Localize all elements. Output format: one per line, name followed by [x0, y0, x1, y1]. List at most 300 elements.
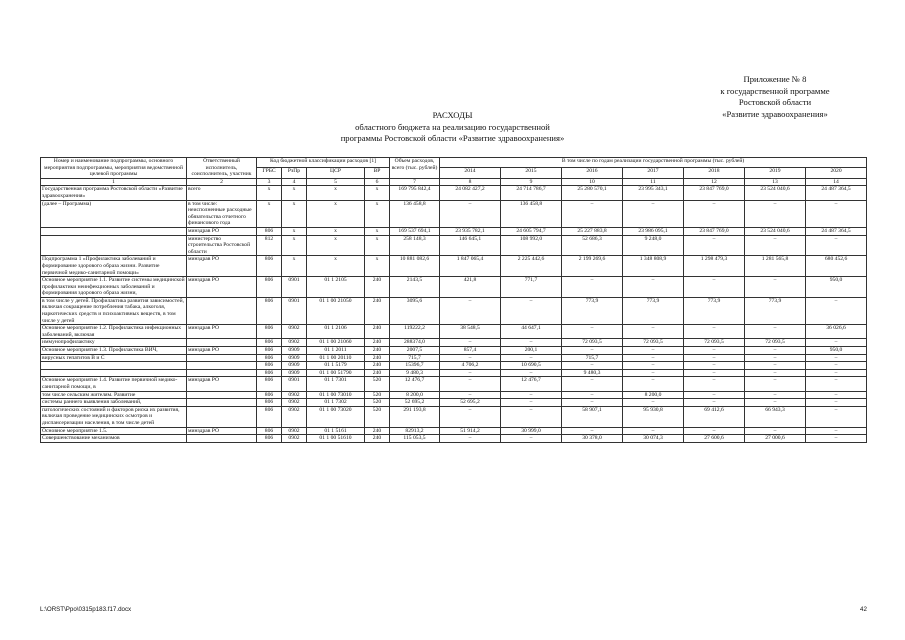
row-year-value: 38 548,5 [440, 325, 501, 339]
row-vr: х [365, 235, 390, 256]
row-year-value: – [684, 377, 745, 391]
row-year-value: 72 093,5 [745, 339, 806, 347]
row-year-value: – [562, 399, 623, 407]
table-row [41, 362, 867, 370]
row-year-value: – [684, 200, 745, 227]
row-year-value: – [623, 354, 684, 362]
row-year-value: 24 714 786,7 [501, 186, 562, 200]
row-responsible [187, 369, 257, 377]
row-year-value: – [745, 354, 806, 362]
row-vr: 240 [365, 369, 390, 377]
row-csr: 01 1 2105 [307, 277, 365, 298]
row-responsible: министерство строительства Ростовской области [187, 235, 257, 256]
row-year-value: – [745, 362, 806, 370]
table-row [41, 369, 867, 377]
row-year-value: – [745, 235, 806, 256]
row-year-value: 23 847 769,0 [684, 186, 745, 200]
row-csr: 01 1 00 21060 [307, 339, 365, 347]
row-year-value: – [440, 297, 501, 324]
row-year-value: – [562, 200, 623, 227]
row-csr: х [307, 235, 365, 256]
row-name: вирусных гепатитов В и С [41, 354, 187, 362]
header-column-number: 12 [684, 178, 745, 186]
row-grbs: 806 [257, 377, 282, 391]
header-grbs: ГРБС [257, 168, 282, 178]
row-grbs: 806 [257, 325, 282, 339]
row-grbs: 806 [257, 277, 282, 298]
row-year-value: 23 847 769,0 [684, 227, 745, 235]
row-name: патологических состояний и факторов риска их развития, включая проведение медицинских осмотров и диспансеризации населения, в том числе детей [41, 406, 187, 427]
appendix-line-3: Ростовской области [738, 97, 812, 107]
row-name [41, 362, 187, 370]
header-column-number: 11 [623, 178, 684, 186]
row-year-value: 23 935 782,1 [440, 227, 501, 235]
row-total: 715,7 [390, 354, 440, 362]
row-total: 10 881 082,6 [390, 256, 440, 277]
row-responsible [187, 406, 257, 427]
table-row [41, 377, 867, 391]
row-year-value: – [745, 391, 806, 399]
row-year-value: 24 487 364,5 [806, 227, 867, 235]
row-grbs: 806 [257, 369, 282, 377]
header-year: 2018 [684, 168, 745, 178]
header-column-number: 13 [745, 178, 806, 186]
row-year-value: 8 200,0 [623, 391, 684, 399]
row-rzpr: 0902 [282, 339, 307, 347]
row-year-value: 1 281 565,8 [745, 256, 806, 277]
row-responsible: всего [187, 186, 257, 200]
row-year-value: – [623, 325, 684, 339]
row-vr: 520 [365, 377, 390, 391]
row-vr: 240 [365, 427, 390, 435]
row-rzpr: х [282, 200, 307, 227]
row-year-value: – [806, 399, 867, 407]
row-year-value: – [684, 391, 745, 399]
row-vr: 240 [365, 297, 390, 324]
row-vr: х [365, 200, 390, 227]
row-responsible: минздрав РО [187, 377, 257, 391]
header-column-number: 7 [390, 178, 440, 186]
row-name [41, 369, 187, 377]
table-row [41, 200, 867, 227]
row-year-value: – [440, 369, 501, 377]
row-year-value: – [806, 200, 867, 227]
row-total: 2143,5 [390, 277, 440, 298]
row-rzpr: 0902 [282, 427, 307, 435]
row-year-value: – [745, 377, 806, 391]
header-column-number: 10 [562, 178, 623, 186]
header-number-row [41, 178, 867, 186]
row-vr: 240 [365, 354, 390, 362]
row-year-value: – [684, 325, 745, 339]
row-vr: 240 [365, 339, 390, 347]
row-year-value: – [562, 377, 623, 391]
row-vr: 520 [365, 399, 390, 407]
row-csr: х [307, 227, 365, 235]
row-grbs: 806 [257, 227, 282, 235]
row-year-value: 421,8 [440, 277, 501, 298]
row-grbs: 806 [257, 362, 282, 370]
row-rzpr: 0902 [282, 406, 307, 427]
row-rzpr: 0901 [282, 297, 307, 324]
row-name: Подпрограмма 1 «Профилактика заболеваний и формирование здорового образа жизни. Развитие первичной медико-санитарной помощи» [41, 256, 187, 277]
row-year-value: 146 645,1 [440, 235, 501, 256]
row-year-value: – [806, 235, 867, 256]
row-rzpr: 0909 [282, 362, 307, 370]
row-year-value: 66 943,3 [745, 406, 806, 427]
row-vr: 240 [365, 362, 390, 370]
row-year-value: – [623, 347, 684, 355]
header-vr: ВР [365, 168, 390, 178]
header-years-group: В том числе по годам реализации государственной программы (тыс. рублей) [440, 158, 867, 168]
row-total: 169 795 842,4 [390, 186, 440, 200]
header-csr: ЦСР [307, 168, 365, 178]
row-rzpr: 0901 [282, 377, 307, 391]
header-year: 2020 [806, 168, 867, 178]
row-grbs: 806 [257, 406, 282, 427]
row-year-value: – [501, 369, 562, 377]
header-column-number: 4 [282, 178, 307, 186]
row-year-value: 30 074,3 [623, 435, 684, 443]
row-csr: 01 1 00 21050 [307, 297, 365, 324]
row-rzpr: 0902 [282, 391, 307, 399]
row-year-value: – [562, 347, 623, 355]
row-grbs: 806 [257, 256, 282, 277]
row-year-value: – [806, 354, 867, 362]
row-year-value: – [806, 369, 867, 377]
row-vr: 240 [365, 325, 390, 339]
footer-page-number: 42 [860, 606, 867, 613]
row-year-value: – [806, 339, 867, 347]
row-year-value: – [806, 406, 867, 427]
table-row [41, 186, 867, 200]
row-year-value: – [684, 347, 745, 355]
row-name: Основное мероприятие 1.2. Профилактика инфекционных заболеваний, включая [41, 325, 187, 339]
row-csr: 01 1 5179 [307, 362, 365, 370]
row-csr: 01 1 00 73020 [307, 406, 365, 427]
row-year-value: – [745, 369, 806, 377]
row-csr: 01 1 2011 [307, 347, 365, 355]
row-total: 119222,2 [390, 325, 440, 339]
row-responsible [187, 362, 257, 370]
table-row [41, 435, 867, 443]
row-vr: х [365, 256, 390, 277]
row-year-value: – [684, 362, 745, 370]
row-year-value: 24 605 794,7 [501, 227, 562, 235]
row-year-value: 25 280 570,1 [562, 186, 623, 200]
row-total: 2007,5 [390, 347, 440, 355]
row-year-value: – [623, 362, 684, 370]
row-year-value: – [684, 399, 745, 407]
table-row [41, 399, 867, 407]
row-year-value: – [745, 399, 806, 407]
table-row [41, 347, 867, 355]
row-csr: х [307, 256, 365, 277]
table-row [41, 354, 867, 362]
header-code-group: Код бюджетной классификации расходов [1] [257, 158, 390, 168]
row-total: 169 537 694,1 [390, 227, 440, 235]
row-total: 15396,7 [390, 362, 440, 370]
row-year-value: 69 412,6 [684, 406, 745, 427]
table-row [41, 256, 867, 277]
header-year: 2016 [562, 168, 623, 178]
row-csr: 01 1 00 51790 [307, 369, 365, 377]
row-year-value: – [745, 347, 806, 355]
title-line-2: областного бюджета на реализацию государственной [355, 121, 550, 132]
row-year-value: 44 647,1 [501, 325, 562, 339]
row-grbs: 806 [257, 339, 282, 347]
row-year-value: – [684, 235, 745, 256]
row-year-value: 950,0 [806, 277, 867, 298]
row-year-value: – [501, 435, 562, 443]
header-column-number: 8 [440, 178, 501, 186]
header-column-number: 9 [501, 178, 562, 186]
row-year-value: – [562, 362, 623, 370]
row-year-value: – [440, 354, 501, 362]
title-line-1: РАСХОДЫ [432, 110, 473, 120]
row-year-value: 773,9 [623, 297, 684, 324]
row-rzpr: х [282, 235, 307, 256]
row-year-value: 10 690,5 [501, 362, 562, 370]
row-year-value: 9 248,0 [623, 235, 684, 256]
row-rzpr: 0909 [282, 347, 307, 355]
row-year-value: – [623, 377, 684, 391]
table-row [41, 339, 867, 347]
row-year-value: – [623, 399, 684, 407]
row-grbs: х [257, 186, 282, 200]
row-vr: 240 [365, 277, 390, 298]
row-year-value: – [562, 391, 623, 399]
row-year-value: 773,9 [562, 297, 623, 324]
row-year-value: 30 378,0 [562, 435, 623, 443]
row-responsible: минздрав РО [187, 347, 257, 355]
row-responsible: минздрав РО [187, 277, 257, 298]
row-responsible: минздрав РО [187, 427, 257, 435]
title-line-3: программы Ростовской области «Развитие здравоохранения» [340, 133, 565, 143]
row-rzpr: х [282, 227, 307, 235]
row-responsible [187, 391, 257, 399]
row-name: Государственная программа Ростовской области «Развитие здравоохранения» [41, 186, 187, 200]
row-vr: х [365, 186, 390, 200]
row-responsible: минздрав РО [187, 325, 257, 339]
row-year-value: 30 999,0 [501, 427, 562, 435]
row-csr: 01 1 00 73010 [307, 391, 365, 399]
row-total: 52 695,2 [390, 399, 440, 407]
row-vr: 520 [365, 406, 390, 427]
header-name: Номер и наименование подпрограммы, основного мероприятия подпрограммы, мероприятия ведомственной целевой программы [41, 158, 187, 179]
row-grbs: 806 [257, 347, 282, 355]
row-year-value: – [623, 200, 684, 227]
row-year-value: 23 524 040,6 [745, 186, 806, 200]
row-grbs: 806 [257, 391, 282, 399]
header-rzpr: РзПр [282, 168, 307, 178]
row-grbs: х [257, 200, 282, 227]
row-year-value: 52 686,3 [562, 235, 623, 256]
row-rzpr: 0901 [282, 277, 307, 298]
header-year: 2014 [440, 168, 501, 178]
row-year-value: 36 026,6 [806, 325, 867, 339]
row-name [41, 227, 187, 235]
row-year-value: 25 227 883,8 [562, 227, 623, 235]
row-vr: 240 [365, 435, 390, 443]
row-year-value: – [501, 354, 562, 362]
row-year-value: 4 706,2 [440, 362, 501, 370]
row-year-value: – [806, 427, 867, 435]
row-year-value: 1 348 808,9 [623, 256, 684, 277]
header-year: 2019 [745, 168, 806, 178]
row-responsible [187, 297, 257, 324]
table-row [41, 427, 867, 435]
row-year-value: – [501, 391, 562, 399]
row-name: иммунопрофилактику [41, 339, 187, 347]
row-year-value: 773,9 [684, 297, 745, 324]
row-year-value: 9 480,3 [562, 369, 623, 377]
row-name: в том числе у детей. Профилактика развития зависимостей, включая сокращение потребления табака, алкоголя, наркотических средств и психоактивных веществ, в том числе у детей [41, 297, 187, 324]
row-csr: 01 1 00 51610 [307, 435, 365, 443]
header-volume: Объем расходов, всего (тыс. рублей) [390, 158, 440, 179]
row-year-value: 2 225 442,6 [501, 256, 562, 277]
table-row [41, 391, 867, 399]
row-year-value: – [562, 427, 623, 435]
row-year-value: 52 695,2 [440, 399, 501, 407]
row-year-value: 24 082 427,2 [440, 186, 501, 200]
row-year-value: 23 986 095,1 [623, 227, 684, 235]
row-year-value: – [440, 339, 501, 347]
row-total: 291 193,8 [390, 406, 440, 427]
row-year-value: 680 452,6 [806, 256, 867, 277]
row-year-value: 715,7 [562, 354, 623, 362]
row-year-value: 58 907,1 [562, 406, 623, 427]
expenses-table [40, 157, 867, 443]
row-year-value: 24 487 364,5 [806, 186, 867, 200]
row-name: (далее – Программа) [41, 200, 187, 227]
table-row [41, 297, 867, 324]
row-name: Основное мероприятие 1.1. Развитие системы медицинской профилактики неинфекционных заболеваний и формирования здорового образа жизни, [42, 277, 185, 297]
header-year: 2017 [623, 168, 684, 178]
row-total: 3095,6 [390, 297, 440, 324]
header-column-number: 3 [257, 178, 282, 186]
header-column-number: 5 [307, 178, 365, 186]
row-year-value: – [440, 377, 501, 391]
row-year-value: – [806, 377, 867, 391]
appendix-line-2: к государственной программе [720, 85, 830, 96]
row-grbs: 806 [257, 427, 282, 435]
row-rzpr: х [282, 256, 307, 277]
row-year-value: 950,0 [806, 347, 867, 355]
row-responsible [187, 399, 257, 407]
row-year-value: – [501, 339, 562, 347]
row-year-value: 2 199 269,6 [562, 256, 623, 277]
row-year-value: 12 476,7 [501, 377, 562, 391]
row-year-value: – [745, 200, 806, 227]
row-csr: 01 1 2106 [307, 325, 365, 339]
row-year-value: 72 093,5 [623, 339, 684, 347]
table-row [41, 235, 867, 256]
header-year: 2015 [501, 168, 562, 178]
footer-file-path: L:\ORST\Ppo\0315p183.f17.docx [40, 606, 132, 613]
row-responsible [187, 354, 257, 362]
row-year-value: – [501, 297, 562, 324]
row-responsible [187, 435, 257, 443]
row-year-value: – [745, 325, 806, 339]
row-year-value: – [684, 369, 745, 377]
row-year-value: – [440, 435, 501, 443]
header-column-number: 1 [41, 178, 187, 186]
row-grbs: 806 [257, 399, 282, 407]
row-total: 115 053,5 [390, 435, 440, 443]
row-grbs: 812 [257, 235, 282, 256]
row-vr: х [365, 227, 390, 235]
row-year-value: 23 524 040,6 [745, 227, 806, 235]
row-year-value: 1 847 065,4 [440, 256, 501, 277]
row-year-value: – [684, 354, 745, 362]
row-rzpr: 0902 [282, 325, 307, 339]
row-year-value: 857,4 [440, 347, 501, 355]
row-rzpr: 0909 [282, 354, 307, 362]
row-year-value: – [440, 406, 501, 427]
row-grbs: 806 [257, 354, 282, 362]
row-year-value: 23 995 343,1 [623, 186, 684, 200]
row-name: системы раннего выявления заболеваний, [41, 399, 187, 407]
row-year-value: 771,7 [501, 277, 562, 298]
row-csr: 01 1 00 20110 [307, 354, 365, 362]
row-year-value: – [623, 277, 684, 298]
row-year-value: – [684, 427, 745, 435]
row-vr: 520 [365, 391, 390, 399]
appendix-line-4: «Развитие здравоохранения» [722, 108, 828, 119]
row-total: 288374,0 [390, 339, 440, 347]
row-total: 8 200,0 [390, 391, 440, 399]
row-year-value: 27 600,6 [684, 435, 745, 443]
document-title [0, 110, 905, 145]
row-year-value: 1 298 479,3 [684, 256, 745, 277]
row-year-value: – [684, 277, 745, 298]
row-year-value: – [440, 391, 501, 399]
row-csr: х [307, 186, 365, 200]
table-row [41, 277, 867, 298]
header-row-1 [41, 158, 867, 168]
row-rzpr: 0902 [282, 399, 307, 407]
row-year-value: – [562, 325, 623, 339]
row-total: 136 458,8 [390, 200, 440, 227]
row-year-value: – [806, 391, 867, 399]
row-grbs: 806 [257, 435, 282, 443]
row-total: 9 480,3 [390, 369, 440, 377]
row-name: Совершенствование механизмов [41, 435, 187, 443]
row-year-value: – [623, 427, 684, 435]
row-csr: 01 1 5161 [307, 427, 365, 435]
row-grbs: 806 [257, 297, 282, 324]
row-name: Основное мероприятие 1.5. [41, 427, 187, 435]
row-total: 258 148,3 [390, 235, 440, 256]
row-year-value: 108 992,0 [501, 235, 562, 256]
header-column-number: 6 [365, 178, 390, 186]
row-responsible: минздрав РО [187, 227, 257, 235]
row-year-value: – [623, 369, 684, 377]
row-year-value: 72 093,5 [562, 339, 623, 347]
row-name: том числе сельским жителям. Развитие [41, 391, 187, 399]
row-rzpr: 0902 [282, 435, 307, 443]
row-year-value: 51 914,2 [440, 427, 501, 435]
table-row [41, 325, 867, 339]
row-year-value: 200,1 [501, 347, 562, 355]
row-year-value: 95 930,8 [623, 406, 684, 427]
row-year-value: – [745, 427, 806, 435]
table-row [41, 406, 867, 427]
row-year-value: – [501, 399, 562, 407]
row-responsible: в том числе: неисполненные расходные обязательства отчетного финансового года [187, 200, 257, 227]
row-csr: 01 1 7301 [307, 377, 365, 391]
